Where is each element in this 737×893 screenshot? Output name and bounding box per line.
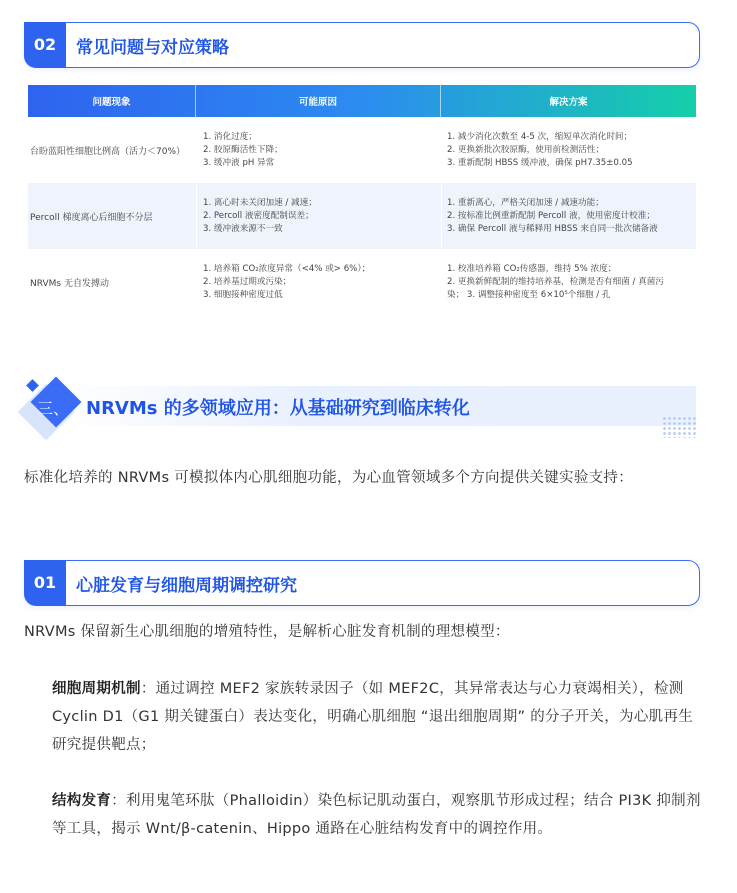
bullet-term: 细胞周期机制 — [52, 681, 141, 697]
small-diamond-icon — [26, 379, 39, 392]
section-number: 01 — [24, 560, 66, 606]
solution-line: 1. 校准培养箱 CO₂传感器，维持 5% 浓度； — [447, 263, 617, 274]
cause-line: 3. 缓冲液 pH 异常 — [203, 157, 275, 168]
cause-line: 1. 消化过度； — [203, 131, 257, 142]
solution-line: 3. 重新配制 HBSS 缓冲液，确保 pH7.35±0.05 — [447, 157, 633, 168]
bullet-term: 结构发育 — [52, 793, 112, 809]
solution-line: 染； 3. 调整接种密度至 6×10⁵个细胞 / 孔 — [447, 289, 611, 300]
dot-pattern-icon — [662, 416, 698, 438]
causes-cell — [203, 197, 317, 236]
header-solutions: 解决方案 — [549, 97, 588, 108]
solutions-cell — [447, 131, 633, 170]
causes-cell — [203, 263, 370, 302]
section-title: NRVMs 的多领域应用：从基础研究到临床转化 — [86, 398, 470, 419]
intro-paragraph: 标准化培养的 NRVMs 可模拟体内心肌细胞功能，为心血管领域多个方向提供关键实验支持： — [24, 470, 634, 486]
solution-line: 2. 更换新鲜配制的维持培养基，检测是否有细菌 / 真菌污 — [447, 276, 664, 287]
section-heading-3 — [26, 378, 698, 438]
problem-cell: NRVMs 无自发搏动 — [30, 278, 109, 289]
cause-line: 1. 培养箱 CO₂浓度异常（<4% 或> 6%）； — [203, 263, 371, 274]
table-row — [28, 249, 696, 315]
section-title: 心脏发育与细胞周期调控研究 — [76, 575, 297, 596]
section-number: 02 — [24, 22, 66, 68]
header-problem: 问题现象 — [28, 85, 196, 117]
solution-line: 1. 减少消化次数至 4-5 次，缩短单次消化时间； — [447, 131, 633, 142]
bullet-paragraph — [52, 675, 704, 759]
troubleshooting-table — [28, 85, 696, 315]
solutions-cell — [447, 197, 658, 236]
cause-line: 2. 培养基过期或污染； — [203, 276, 292, 287]
bullet-text: ：利用鬼笔环肽（Phalloidin）染色标记肌动蛋白，观察肌节形成过程；结合 PI3K 抑制剂等工具，揭示 Wnt/β-catenin、Hippo 通路在心脏结构发育中的调控作用。 — [52, 793, 701, 837]
problem-cell: 台盼蓝阳性细胞比例高（活力＜70%） — [30, 146, 186, 157]
section-title: 常见问题与对应策略 — [76, 37, 229, 58]
solution-line: 1. 重新离心，严格关闭加速 / 减速功能； — [447, 197, 604, 208]
bullet-paragraph — [52, 787, 704, 843]
problem-cell: Percoll 梯度离心后细胞不分层 — [30, 212, 153, 223]
solution-line: 3. 确保 Percoll 液与稀释用 HBSS 来自同一批次储备液 — [447, 223, 658, 234]
cause-line: 1. 离心时未关闭加速 / 减速； — [203, 197, 317, 208]
section-heading-01 — [24, 560, 700, 606]
section-number: 三、 — [36, 399, 69, 418]
table-row — [28, 183, 696, 249]
lead-paragraph: NRVMs 保留新生心肌细胞的增殖特性，是解析心脏发育机制的理想模型： — [24, 624, 510, 640]
bullet-text: ：通过调控 MEF2 家族转录因子（如 MEF2C，其异常表达与心力衰竭相关），检测 Cyclin D1（G1 期关键蛋白）表达变化，明确心肌细胞 “退出细胞周期” 的分子开关，为心肌再生研究提供靶点； — [52, 681, 694, 753]
solution-line: 2. 更换新批次胶原酶，使用前检测活性； — [447, 144, 605, 155]
cause-line: 3. 细胞接种密度过低 — [203, 289, 283, 300]
cause-line: 3. 缓冲液来源不一致 — [203, 223, 283, 234]
cause-line: 2. 胶原酶活性下降； — [203, 144, 283, 155]
causes-cell — [203, 131, 283, 170]
header-causes: 可能原因 — [196, 85, 441, 117]
solution-line: 2. 按标准比例重新配制 Percoll 液，使用密度计校准； — [447, 210, 655, 221]
table-row — [28, 117, 696, 183]
section-heading-02 — [24, 22, 700, 68]
solutions-cell — [447, 263, 664, 302]
cause-line: 2. Percoll 液密度配制误差； — [203, 210, 314, 221]
table-header — [28, 85, 696, 117]
